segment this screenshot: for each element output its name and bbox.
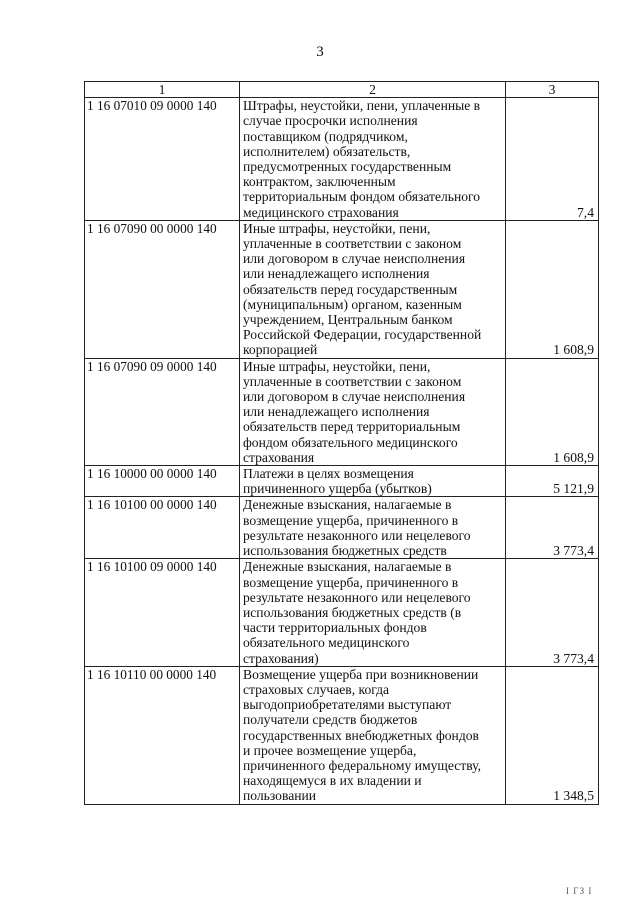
column-header-1: 1 [85,82,240,98]
table-row [85,466,599,497]
page-number: 3 [316,44,324,60]
description-line: исполнителем) обязательств, [243,143,411,159]
description-line: (муниципальным) органом, казенным [243,296,462,312]
description-line: обязательного медицинского [243,635,410,651]
budget-code-cell: 1 16 07090 09 0000 140 [85,358,240,465]
description-line: уплаченные в соответствии с законом [243,236,462,252]
budget-code-cell: 1 16 10100 09 0000 140 [85,559,240,666]
description-line: государственных внебюджетных фондов [243,727,479,743]
budget-code-cell: 1 16 07090 00 0000 140 [85,220,240,358]
description-line: предусмотренных государственным [243,159,452,175]
description-line: страхования [243,449,315,465]
description-line: Иные штрафы, неустойки, пени, [243,220,431,236]
description-line: и прочее возмещение ущерба, [243,742,417,758]
description-line: или договором в случае неисполнения [243,251,466,267]
table-row [85,666,599,804]
description-line: возмещение ущерба, причиненного в [243,574,459,590]
description-line: фондом обязательного медицинского [243,434,458,450]
budget-code-cell: 1 16 10000 00 0000 140 [85,466,240,497]
amount-cell: 1 608,9 [506,220,599,358]
amount-cell: 7,4 [506,98,599,221]
description-cell [240,466,506,497]
description-line: результате незаконного или нецелевого [243,589,471,605]
description-line: корпорацией [243,342,318,358]
description-cell [240,497,506,559]
description-line: причиненного федеральному имуществу, [243,757,481,773]
table-row [85,98,599,221]
description-cell [240,98,506,221]
description-line: или ненадлежащего исполнения [243,266,430,282]
table-row [85,358,599,465]
amount-cell: 1 608,9 [506,358,599,465]
description-line: случае просрочки исполнения [243,113,418,129]
table-row [85,559,599,666]
column-header-2: 2 [240,82,506,98]
description-line: получатели средств бюджетов [243,712,418,728]
description-line: или договором в случае неисполнения [243,389,466,405]
description-line: выгодоприобретателями выступают [243,697,452,713]
description-line: контрактом, заключенным [243,174,396,190]
footer-mark: I ГЗ I [566,886,593,896]
amount-cell: 1 348,5 [506,666,599,804]
description-line: Штрафы, неустойки, пени, уплаченные в [243,98,481,114]
description-line: территориальным фондом обязательного [243,189,481,205]
description-line: использования бюджетных средств (в [243,604,462,620]
description-line: Возмещение ущерба при возникновении [243,666,479,682]
amount-cell: 3 773,4 [506,559,599,666]
description-line: Платежи в целях возмещения [243,466,414,482]
description-line: использования бюджетных средств [243,543,447,559]
table-body [85,98,599,804]
description-line: Иные штрафы, неустойки, пени, [243,358,431,374]
table-row [85,220,599,358]
table-header-row [85,82,599,98]
description-line: результате незаконного или нецелевого [243,527,471,543]
budget-code-cell: 1 16 07010 09 0000 140 [85,98,240,221]
description-line: страхования) [243,650,319,666]
amount-cell: 5 121,9 [506,466,599,497]
description-line: страховых случаев, когда [243,681,390,697]
description-line: уплаченные в соответствии с законом [243,373,462,389]
description-line: поставщиком (подрядчиком, [243,128,408,144]
description-line: учреждением, Центральным банком [243,312,453,328]
description-line: или ненадлежащего исполнения [243,404,430,420]
description-line: пользовании [243,788,317,804]
description-line: Российской Федерации, государственной [243,327,482,343]
budget-code-cell: 1 16 10100 00 0000 140 [85,497,240,559]
column-header-3: 3 [506,82,599,98]
description-cell [240,358,506,465]
description-cell [240,666,506,804]
amount-cell: 3 773,4 [506,497,599,559]
description-line: части территориальных фондов [243,620,427,636]
budget-code-cell: 1 16 10110 00 0000 140 [85,666,240,804]
description-line: обязательств перед территориальным [243,419,461,435]
table-row [85,497,599,559]
description-line: возмещение ущерба, причиненного в [243,512,459,528]
description-line: находящемуся в их владении и [243,773,422,789]
description-line: причиненного ущерба (убытков) [243,481,432,497]
description-line: Денежные взыскания, налагаемые в [243,559,452,575]
description-line: обязательств перед государственным [243,281,458,297]
revenue-codes-table [84,81,599,805]
description-cell [240,220,506,358]
description-cell [240,559,506,666]
description-line: Денежные взыскания, налагаемые в [243,497,452,513]
description-line: медицинского страхования [243,204,399,220]
